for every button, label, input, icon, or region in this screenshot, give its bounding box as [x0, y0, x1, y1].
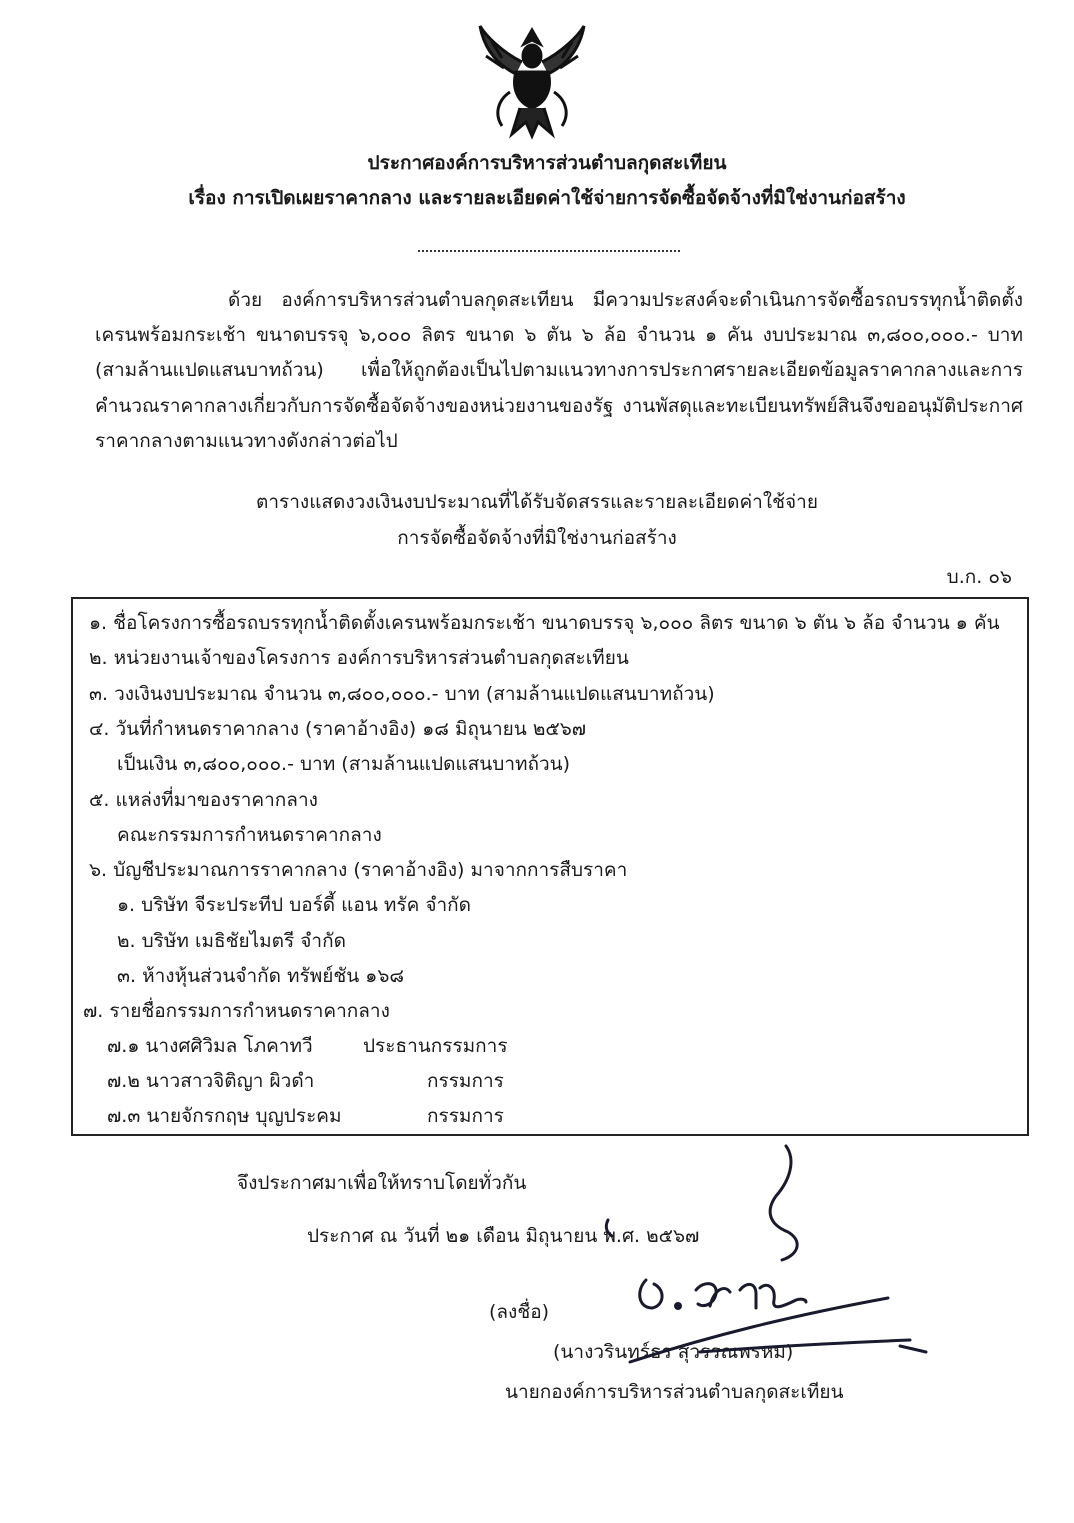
details-box: [71, 597, 1029, 1136]
signed-label: (ลงชื่อ): [489, 1301, 550, 1323]
price-source-item: ๓. ห้างหุ้นส่วนจำกัด ทรัพย์ชัน ๑๖๘: [117, 965, 405, 987]
announcement-title: ประกาศองค์การบริหารส่วนตำบลกุดสะเทียน: [367, 152, 727, 174]
intro-line: ราคากลางตามแนวทางดังกล่าวต่อไป: [95, 430, 398, 452]
detail-item-agency: ๒. หน่วยงานเจ้าของโครงการ องค์การบริหารส่วนตำบลกุดสะเทียน: [89, 647, 629, 669]
detail-item-date: ๔. วันที่กำหนดราคากลาง (ราคาอ้างอิง) ๑๘ มิถุนายน ๒๕๖๗: [89, 718, 587, 740]
dotted-divider: [418, 242, 680, 252]
intro-line: (สามล้านแปดแสนบาทถ้วน) เพื่อให้ถูกต้องเป็นไปตามแนวทางการประกาศรายละเอียดข้อมูลราคากลางและการ: [95, 359, 1023, 381]
signatory-name: (นางวรินทร์ธร สุวรรณพรหม): [553, 1341, 794, 1363]
committee-member-name: ๗.๑ นางศศิวิมล โภคาทวี: [107, 1035, 313, 1057]
committee-member-role: กรรมการ: [427, 1105, 504, 1127]
handwritten-signature: [600, 1140, 930, 1400]
table-title-line2: การจัดซื้อจัดจ้างที่มิใช่งานก่อสร้าง: [397, 527, 677, 549]
intro-line: เครนพร้อมกระเช้า ขนาดบรรจุ ๖,๐๐๐ ลิตร ขนาด ๖ ตัน ๖ ล้อ จำนวน ๑ คัน งบประมาณ ๓,๘๐๐,๐๐๐.- บาท: [95, 324, 1023, 346]
detail-item-committee: ๗. รายชื่อกรรมการกำหนดราคากลาง: [83, 1000, 390, 1022]
form-code: บ.ก. ๐๖: [946, 566, 1012, 588]
committee-member-name: ๗.๒ นาวสาวจิติญา ผิวดำ: [107, 1070, 315, 1092]
detail-item-price-list: ๖. บัญชีประมาณการราคากลาง (ราคาอ้างอิง) มาจากการสืบราคา: [89, 859, 628, 881]
announcement-subject: เรื่อง การเปิดเผยราคากลาง และรายละเอียดค่าใช้จ่ายการจัดซื้อจัดจ้างที่มิใช่งานก่อสร้าง: [188, 187, 906, 209]
detail-item-source: ๕. แหล่งที่มาของราคากลาง: [89, 789, 318, 811]
announce-date: ประกาศ ณ วันที่ ๒๑ เดือน มิถุนายน พ.ศ. ๒๕๖๗: [307, 1225, 700, 1247]
committee-member-name: ๗.๓ นายจักรกฤษ บุญประคม: [107, 1105, 342, 1127]
detail-item-source-value: คณะกรรมการกำหนดราคากลาง: [117, 824, 382, 846]
detail-item-project: ๑. ชื่อโครงการซื้อรถบรรทุกน้ำติดตั้งเครนพร้อมกระเช้า ขนาดบรรจุ ๖,๐๐๐ ลิตร ขนาด ๖ ตัน ๖ ล้อ จำนวน ๑ คัน: [89, 612, 1000, 634]
committee-member-role: ประธานกรรมการ: [363, 1035, 508, 1057]
intro-line: ด้วย องค์การบริหารส่วนตำบลกุดสะเทียน มีความประสงค์จะดำเนินการจัดซื้อรถบรรทุกน้ำติดตั้ง: [228, 289, 1023, 311]
signatory-title: นายกองค์การบริหารส่วนตำบลกุดสะเทียน: [505, 1381, 844, 1403]
garuda-emblem-icon: [472, 22, 592, 140]
announce-text: จึงประกาศมาเพื่อให้ทราบโดยทั่วกัน: [237, 1172, 527, 1194]
intro-line: คำนวณราคากลางเกี่ยวกับการจัดซื้อจัดจ้างของหน่วยงานของรัฐ งานพัสดุและทะเบียนทรัพย์สินจึงขออนุมัติประกาศ: [95, 395, 1023, 417]
table-title-line1: ตารางแสดงวงเงินงบประมาณที่ได้รับจัดสรรและรายละเอียดค่าใช้จ่าย: [256, 491, 818, 513]
detail-item-amount: เป็นเงิน ๓,๘๐๐,๐๐๐.- บาท (สามล้านแปดแสนบาทถ้วน): [117, 753, 571, 775]
committee-member-role: กรรมการ: [427, 1070, 504, 1092]
price-source-item: ๑. บริษัท จีระประทีป บอร์ดี้ แอน ทรัค จำกัด: [117, 894, 471, 916]
detail-item-budget: ๓. วงเงินงบประมาณ จำนวน ๓,๘๐๐,๐๐๐.- บาท (สามล้านแปดแสนบาทถ้วน): [89, 683, 715, 705]
price-source-item: ๒. บริษัท เมธิชัยไมตรี จำกัด: [117, 930, 346, 952]
